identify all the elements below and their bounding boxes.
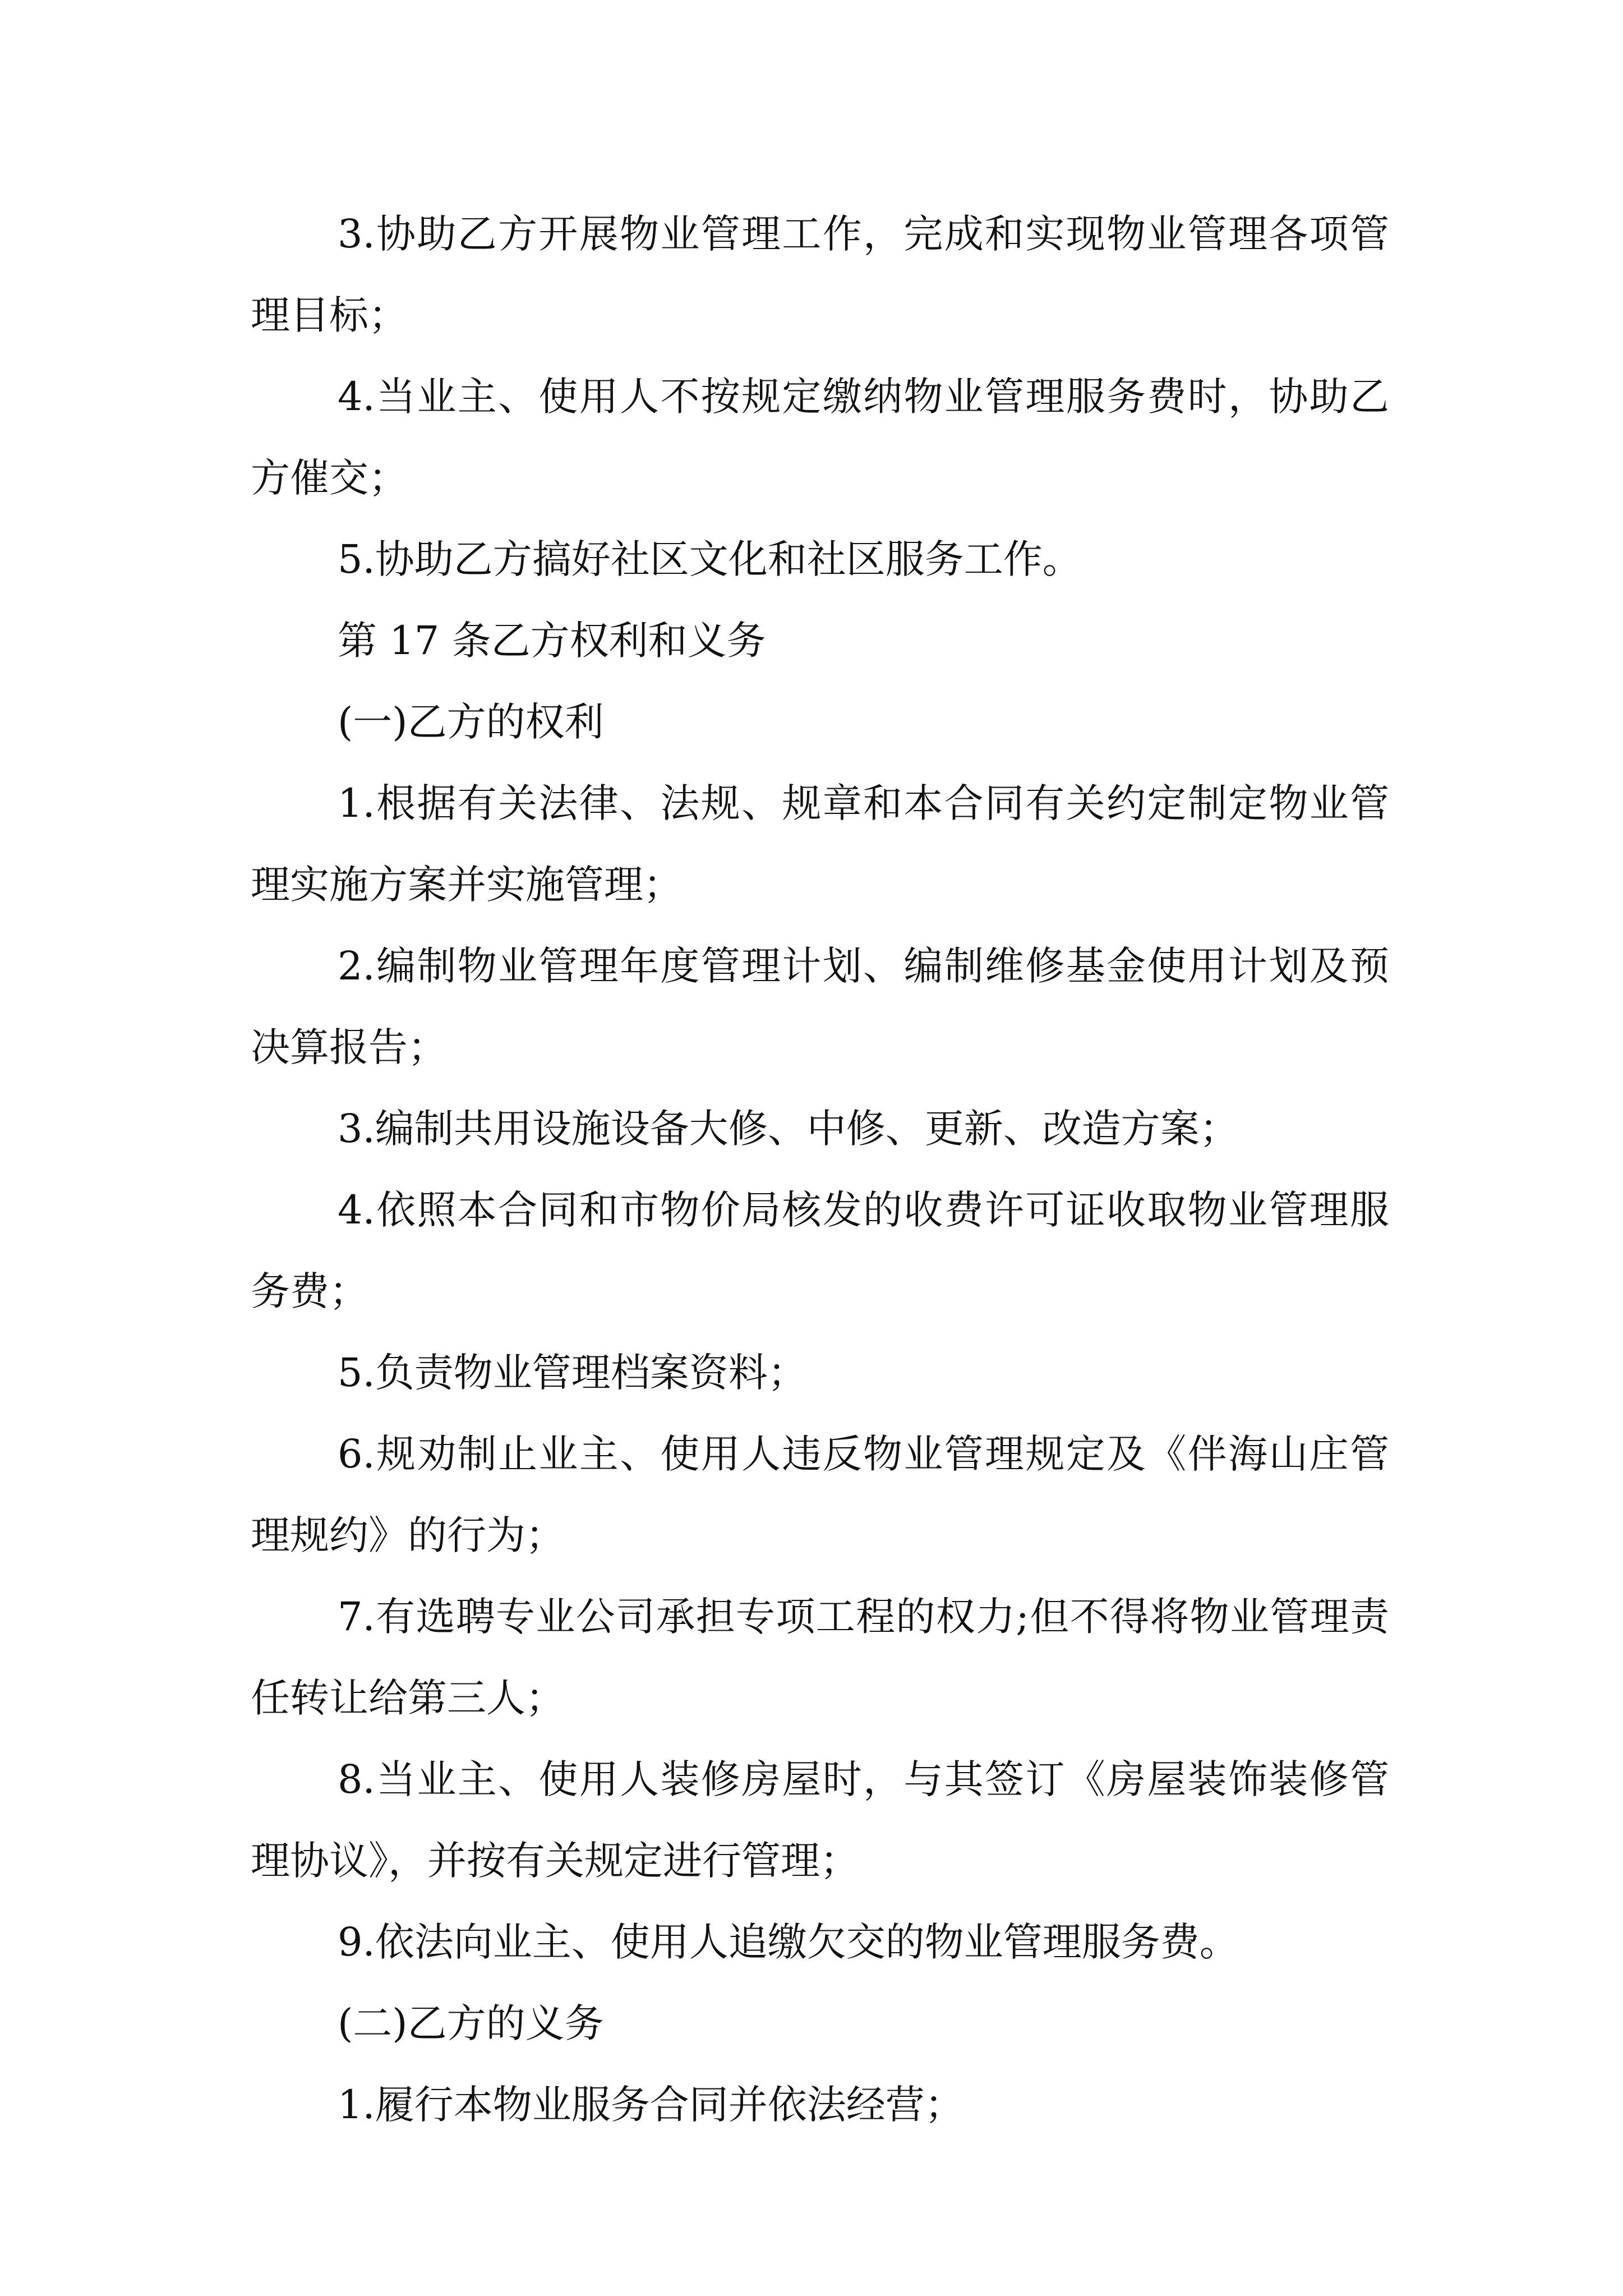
paragraph: 5.负责物业管理档案资料；: [338, 1350, 807, 1396]
paragraph: 8.当业主、使用人装修房屋时，与其签订《房屋装饰装修管理协议》，并按有关规定进行管理；: [251, 1756, 1389, 1884]
paragraph: 3.编制共用设施设备大修、中修、更新、改造方案；: [338, 1106, 1239, 1152]
section-heading: 第 17 条乙方权利和义务: [338, 618, 766, 664]
subsection-heading: (一)乙方的权利: [338, 699, 604, 745]
paragraph: 6.规劝制止业主、使用人违反物业管理规定及《伴海山庄管理规约》的行为；: [251, 1431, 1389, 1558]
paragraph: 3.协助乙方开展物业管理工作，完成和实现物业管理各项管理目标；: [251, 211, 1389, 338]
subsection-heading: (二)乙方的义务: [338, 2000, 604, 2046]
paragraph: 1.根据有关法律、法规、规章和本合同有关约定制定物业管理实施方案并实施管理；: [251, 780, 1389, 908]
paragraph: 4.依照本合同和市物价局核发的收费许可证收取物业管理服务费；: [251, 1187, 1389, 1314]
document-body: [251, 194, 1389, 2146]
paragraph: 4.当业主、使用人不按规定缴纳物业管理服务费时，协助乙方催交；: [251, 374, 1389, 501]
paragraph: 9.依法向业主、使用人追缴欠交的物业管理服务费。: [338, 1919, 1239, 1965]
paragraph: 5.协助乙方搞好社区文化和社区服务工作。: [338, 536, 1082, 582]
paragraph: 1.履行本物业服务合同并依法经营；: [338, 2082, 964, 2128]
paragraph: 7.有选聘专业公司承担专项工程的权力;但不得将物业管理责任转让给第三人；: [251, 1594, 1389, 1721]
paragraph: 2.编制物业管理年度管理计划、编制维修基金使用计划及预决算报告；: [251, 943, 1389, 1070]
